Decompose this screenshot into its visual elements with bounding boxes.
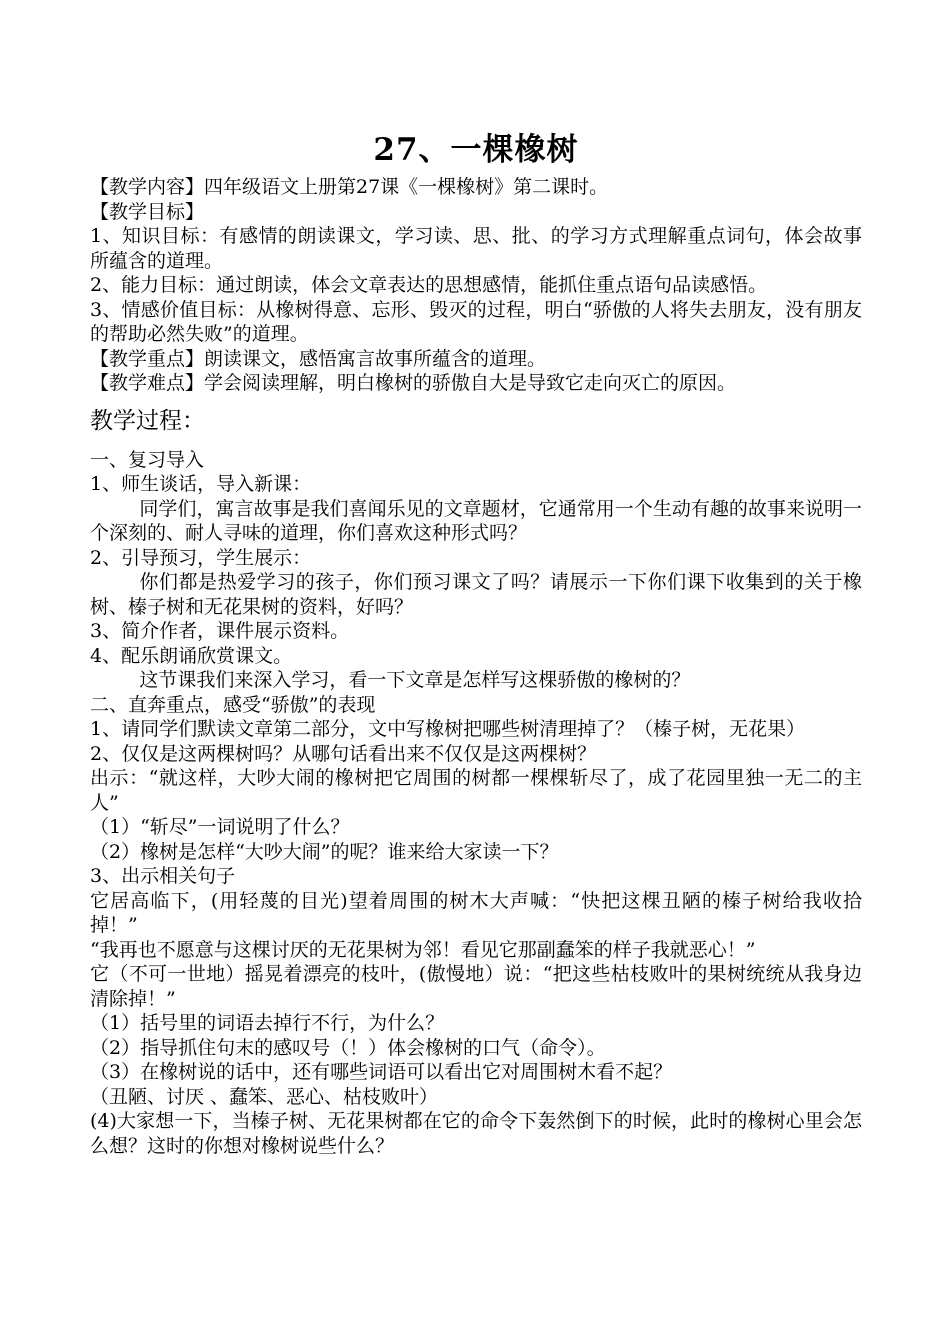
- question-item: （1）“斩尽”一词说明了什么？: [90, 816, 350, 838]
- answer-line: （丑陋、讨厌 、蠢笨、恶心、枯枝败叶）: [90, 1085, 439, 1108]
- ability-goal: 2、能力目标：通过朗读，体会文章表达的思想感情，能抓住重点语句品读感悟。: [90, 274, 768, 296]
- question-item: （1）括号里的词语去掉行不行，为什么？: [90, 1012, 445, 1034]
- quote-line: 出示：“就这样，大吵大闹的橡树把它周围的树都一棵棵斩尽了，成了花园里独一无二的主人”: [90, 767, 862, 814]
- quote-line: “我再也不愿意与这棵讨厌的无花果树为邻！看见它那副蠢笨的样子我就恶心！”: [90, 938, 756, 961]
- document-page: [90, 128, 862, 1158]
- question-item: （2）指导抓住句末的感叹号（！）体会橡树的口气（命令）。: [90, 1036, 606, 1059]
- teaching-difficulty: 【教学难点】学会阅读理解，明白橡树的骄傲自大是导致它走向灭亡的原因。: [90, 372, 737, 394]
- document-title: 27、一棵橡树: [373, 132, 579, 168]
- question-item: （3）在橡树说的话中，还有哪些词语可以看出它对周围树木看不起？: [90, 1061, 673, 1083]
- section-heading: 一、复习导入: [90, 448, 205, 471]
- step-heading: 4、配乐朗诵欣赏课文。: [90, 644, 293, 667]
- paragraph: 你们都是热爱学习的孩子，你们预习课文了吗？请展示一下你们课下收集到的关于橡树、榛子树和无花果树的资料，好吗？: [90, 571, 862, 618]
- step-heading: 2、仅仅是这两棵树吗？从哪句话看出来不仅仅是这两棵树？: [90, 742, 597, 765]
- paragraph: 同学们，寓言故事是我们喜闻乐见的文章题材，它通常用一个生动有趣的故事来说明一个深刻的、耐人寻味的道理，你们喜欢这种形式吗？: [90, 497, 862, 544]
- step-heading: 2、引导预习，学生展示：: [90, 546, 312, 569]
- question-item: (4)大家想一下，当榛子树、无花果树都在它的命令下轰然倒下的时候，此时的橡树心里会怎么想？这时的你想对橡树说些什么？: [90, 1110, 862, 1157]
- step-heading: 3、出示相关句子: [90, 865, 236, 887]
- knowledge-goal: 1、知识目标：有感情的朗读课文，学习读、思、批、的学习方式理解重点词句，体会故事所蕴含的道理。: [90, 225, 862, 272]
- quote-line: 它居高临下，(用轻蔑的目光)望着周围的树木大声喊：“快把这棵丑陋的榛子树给我收拾掉！”: [90, 889, 862, 936]
- step-heading: 1、师生谈话，导入新课：: [90, 473, 312, 495]
- section-heading: 二、直奔重点，感受“骄傲”的表现: [90, 693, 376, 716]
- step-heading: 1、请同学们默读文章第二部分，文中写橡树把哪些树清理掉了？（榛子树，无花果）: [90, 718, 806, 740]
- emotion-goal: 3、情感价值目标：从橡树得意、忘形、毁灭的过程，明白“骄傲的人将失去朋友，没有朋友的帮助必然失败”的道理。: [90, 298, 862, 345]
- teaching-goals-heading: 【教学目标】: [90, 200, 205, 223]
- teaching-content: 【教学内容】四年级语文上册第27课《一棵橡树》第二课时。: [90, 176, 609, 198]
- quote-line: 它（不可一世地）摇晃着漂亮的枝叶，(傲慢地）说：“把这些枯枝败叶的果树统统从我身边清除掉！”: [90, 963, 862, 1010]
- teaching-key-point: 【教学重点】朗读课文，感悟寓言故事所蕴含的道理。: [90, 347, 547, 370]
- paragraph: 这节课我们来深入学习，看一下文章是怎样写这棵骄傲的橡树的？: [139, 669, 691, 691]
- step-heading: 3、简介作者，课件展示资料。: [90, 620, 350, 642]
- question-item: （2）橡树是怎样“大吵大闹”的呢？谁来给大家读一下？: [90, 840, 559, 863]
- process-heading: 教学过程：: [90, 407, 205, 434]
